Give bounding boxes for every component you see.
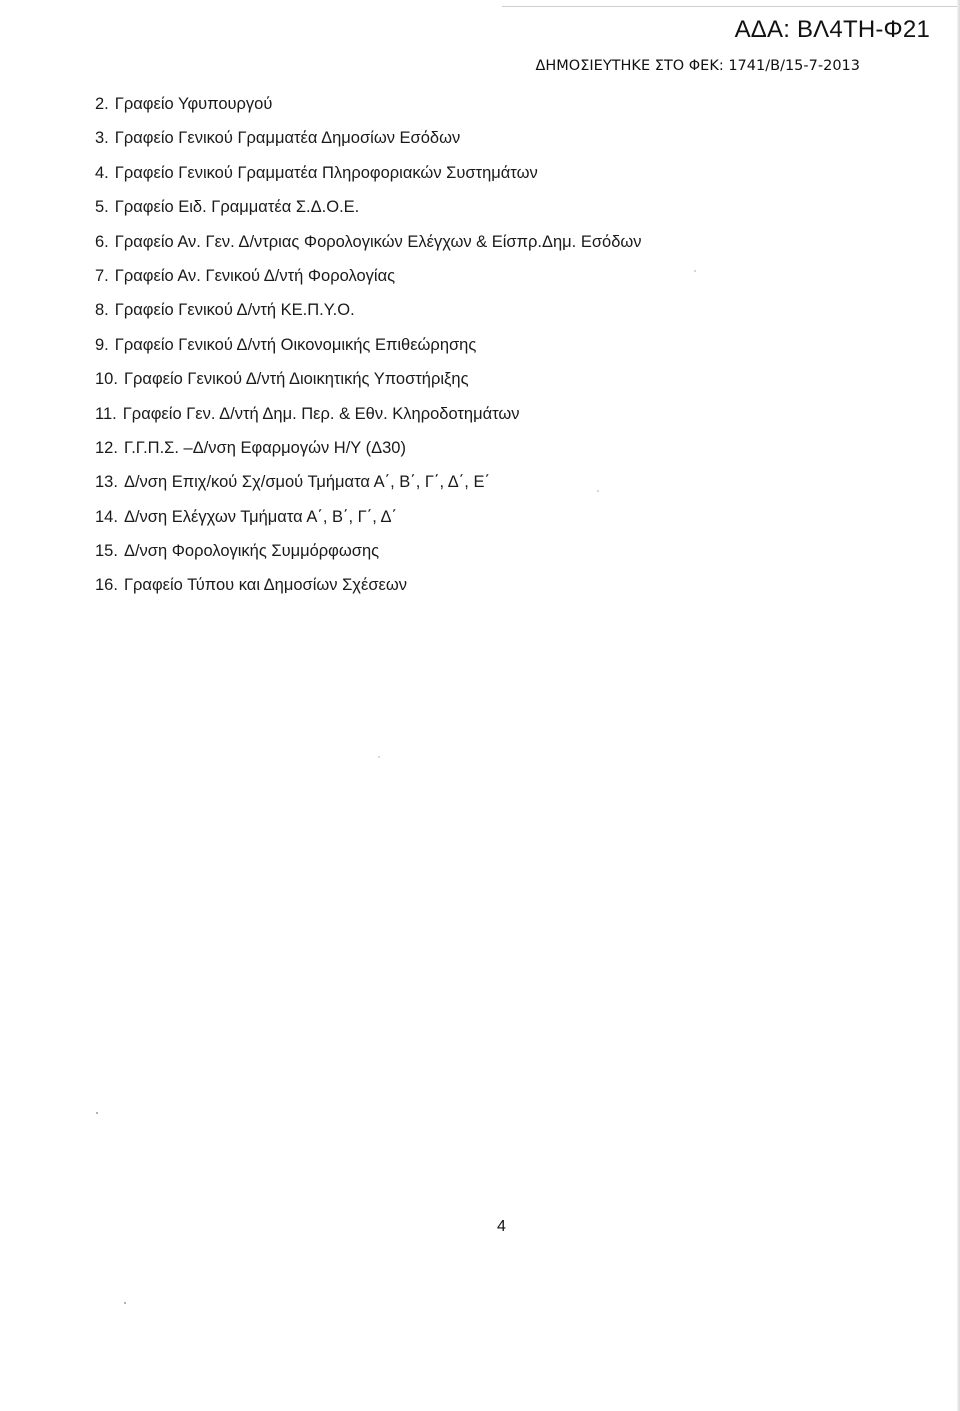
item-number: 11. — [95, 404, 117, 423]
list-item — [95, 541, 642, 575]
item-number: 8. — [95, 301, 109, 320]
item-text: Γραφείο Γενικού Δ/ντή Διοικητικής Υποστήριξης — [123, 370, 469, 389]
list-item — [95, 472, 642, 506]
list-item — [95, 369, 642, 403]
ada-code: ΑΔΑ: ΒΛ4ΤΗ-Φ21 — [734, 16, 930, 43]
item-number: 5. — [95, 198, 109, 217]
list-item — [95, 163, 642, 197]
list-item — [95, 197, 642, 231]
page-number: 4 — [497, 1218, 506, 1235]
scan-speck — [694, 270, 696, 272]
item-text: Δ/νση Ελέγχων Τμήματα Α΄, Β΄, Γ΄, Δ΄ — [123, 507, 398, 526]
item-number: 10. — [95, 370, 118, 389]
item-number: 4. — [95, 163, 109, 182]
scan-speck — [378, 756, 380, 758]
item-number: 3. — [95, 129, 109, 148]
scan-speck — [597, 490, 599, 492]
item-number: 7. — [95, 266, 109, 285]
list-item — [95, 507, 642, 541]
list-item — [95, 404, 642, 438]
list-item — [95, 94, 642, 128]
item-number: 9. — [95, 335, 109, 354]
list-item — [95, 575, 642, 609]
item-text: Γραφείο Ειδ. Γραμματέα Σ.Δ.Ο.Ε. — [114, 198, 360, 217]
office-list — [95, 94, 642, 610]
top-border-line — [502, 6, 960, 7]
item-text: Γραφείο Τύπου και Δημοσίων Σχέσεων — [123, 576, 407, 595]
item-text: Γραφείο Γεν. Δ/ντή Δημ. Περ. & Εθν. Κληροδοτημάτων — [122, 404, 520, 423]
item-text: Γραφείο Γενικού Δ/ντή ΚΕ.Π.Υ.Ο. — [114, 301, 355, 320]
fek-publication-note: ΔΗΜΟΣΙΕΥΤΗΚΕ ΣΤΟ ΦΕΚ: 1741/Β/15-7-2013 — [535, 58, 860, 74]
item-text: Γραφείο Αν. Γενικού Δ/ντή Φορολογίας — [114, 266, 396, 285]
item-text: Δ/νση Επιχ/κού Σχ/σμού Τμήματα Α΄, Β΄, Γ΄, Δ΄, Ε΄ — [123, 473, 490, 492]
list-item — [95, 232, 642, 266]
list-item — [95, 335, 642, 369]
list-item — [95, 128, 642, 162]
list-item — [95, 438, 642, 472]
item-text: Γραφείο Γενικού Δ/ντή Οικονομικής Επιθεώρησης — [114, 335, 477, 354]
item-number: 6. — [95, 232, 109, 251]
item-text: Γραφείο Αν. Γεν. Δ/ντριας Φορολογικών Ελέγχων & Είσπρ.Δημ. Εσόδων — [114, 232, 642, 251]
item-text: Γραφείο Γενικού Γραμματέα Πληροφοριακών Συστημάτων — [114, 163, 538, 182]
item-number: 14. — [95, 507, 118, 526]
item-number: 15. — [95, 542, 118, 561]
scan-speck — [96, 1112, 98, 1114]
item-number: 2. — [95, 95, 109, 113]
item-number: 13. — [95, 473, 118, 492]
item-number: 12. — [95, 438, 118, 457]
scan-speck — [124, 1302, 126, 1304]
item-text: Δ/νση Φορολογικής Συμμόρφωσης — [123, 542, 380, 561]
item-number: 16. — [95, 576, 118, 595]
list-item — [95, 266, 642, 300]
item-text: Γραφείο Υφυπουργού — [114, 95, 273, 113]
item-text: Γραφείο Γενικού Γραμματέα Δημοσίων Εσόδων — [114, 129, 461, 148]
list-item — [95, 300, 642, 334]
item-text: Γ.Γ.Π.Σ. –Δ/νση Εφαρμογών Η/Υ (Δ30) — [123, 438, 406, 457]
